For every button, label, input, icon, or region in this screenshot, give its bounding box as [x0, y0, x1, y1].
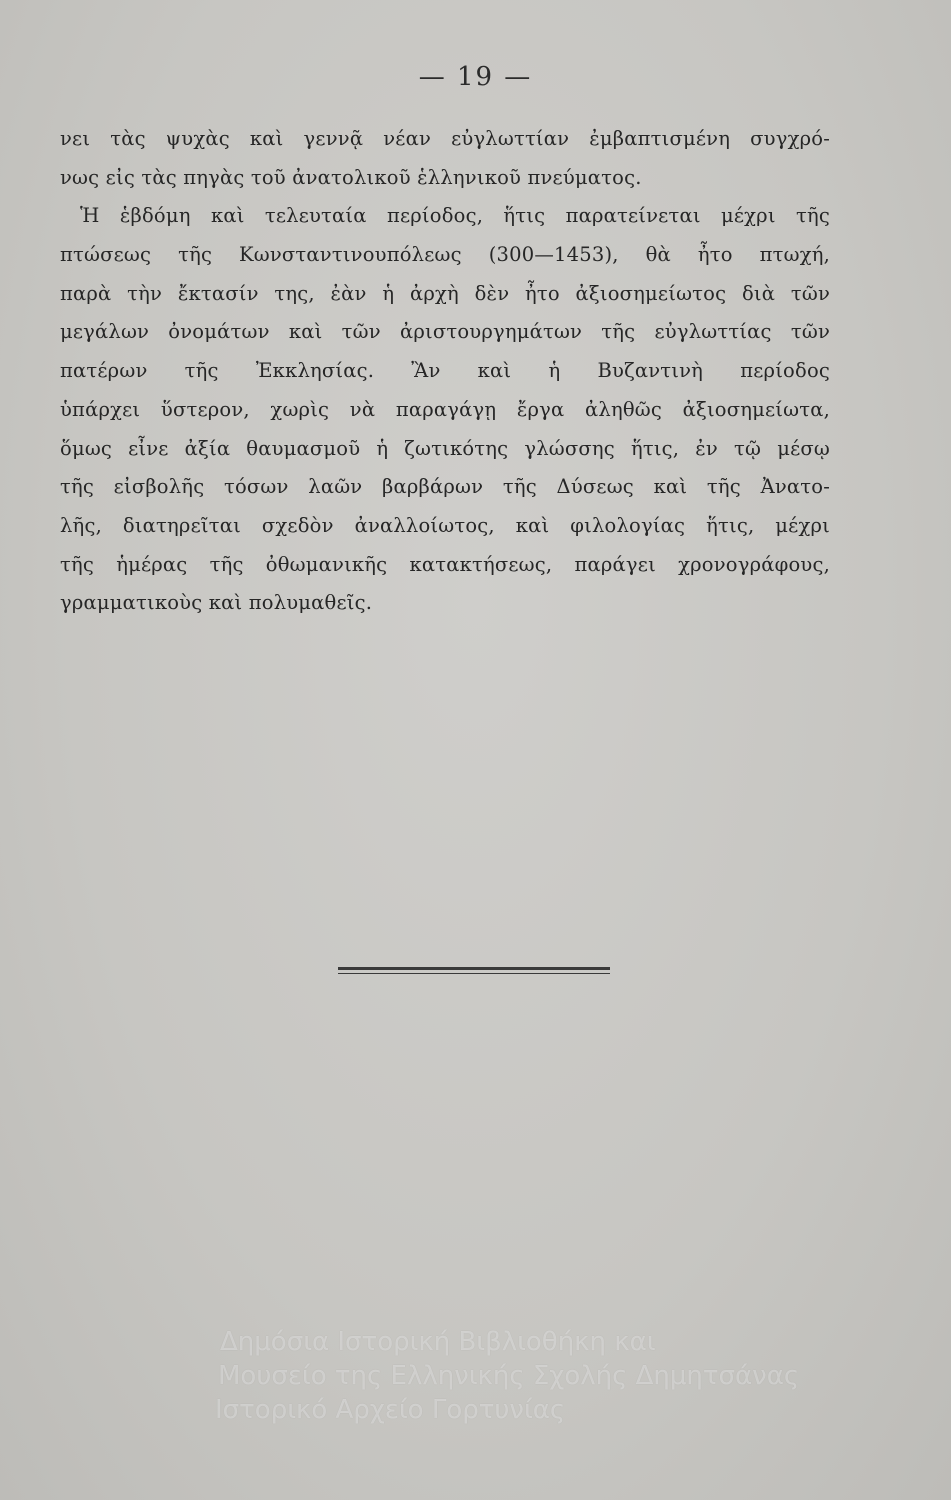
library-watermark: [150, 1325, 950, 1427]
text-line: τῆς ἡμέρας τῆς ὀθωμανικῆς κατακτήσεως, παράγει χρονογράφους,: [60, 552, 830, 576]
text-line: πατέρων τῆς Ἐκκλησίας. Ἂν καὶ ἡ Βυζαντινὴ περίοδος: [60, 359, 830, 383]
page-number: — 19 —: [418, 62, 533, 92]
text-line: πτώσεως τῆς Κωνσταντινουπόλεως (300—1453), θὰ ἦτο πτωχή,: [60, 243, 830, 267]
watermark-line: Ιστορικό Αρχείο Γορτυνίας: [215, 1395, 566, 1425]
watermark-line: Μουσείο της Ελληνικής Σχολής Δημητσάνας: [218, 1361, 800, 1391]
text-line: νει τὰς ψυχὰς καὶ γεννᾷ νέαν εὐγλωττίαν ἐμβαπτισμένη συγχρό-: [60, 127, 830, 150]
text-line: ὅμως εἶνε ἀξία θαυμασμοῦ ἡ ζωτικότης γλώσσης ἥτις, ἐν τῷ μέσῳ: [60, 436, 830, 460]
text-line: λῆς, διατηρεῖται σχεδὸν ἀναλλοίωτος, καὶ φιλολογίας ἥτις, μέχρι: [60, 513, 830, 537]
section-divider-thin: [338, 973, 610, 974]
text-line: τῆς εἰσβολῆς τόσων λαῶν βαρβάρων τῆς Δύσεως καὶ τῆς Ἀνατο-: [60, 475, 830, 499]
text-line: μεγάλων ὀνομάτων καὶ τῶν ἀριστουργημάτων τῆς εὐγλωττίας τῶν: [60, 320, 830, 344]
text-line: Ἡ ἑβδόμη καὶ τελευταία περίοδος, ἥτις παρατείνεται μέχρι τῆς: [80, 204, 830, 228]
section-divider: [338, 967, 610, 970]
text-line: γραμματικοὺς καὶ πολυμαθεῖς.: [60, 591, 373, 615]
text-line: παρὰ τὴν ἔκτασίν της, ἐὰν ἡ ἀρχὴ δὲν ἦτο ἀξιοσημείωτος διὰ τῶν: [60, 281, 830, 305]
text-line: ὑπάρχει ὕστερον, χωρὶς νὰ παραγάγῃ ἔργα ἀληθῶς ἀξιοσημείωτα,: [60, 397, 830, 421]
body-text: [60, 120, 830, 623]
watermark-line: Δημόσια Ιστορική Βιβλιοθήκη και: [220, 1327, 656, 1357]
text-line: νως εἰς τὰς πηγὰς τοῦ ἀνατολικοῦ ἑλληνικοῦ πνεύματος.: [60, 165, 642, 189]
